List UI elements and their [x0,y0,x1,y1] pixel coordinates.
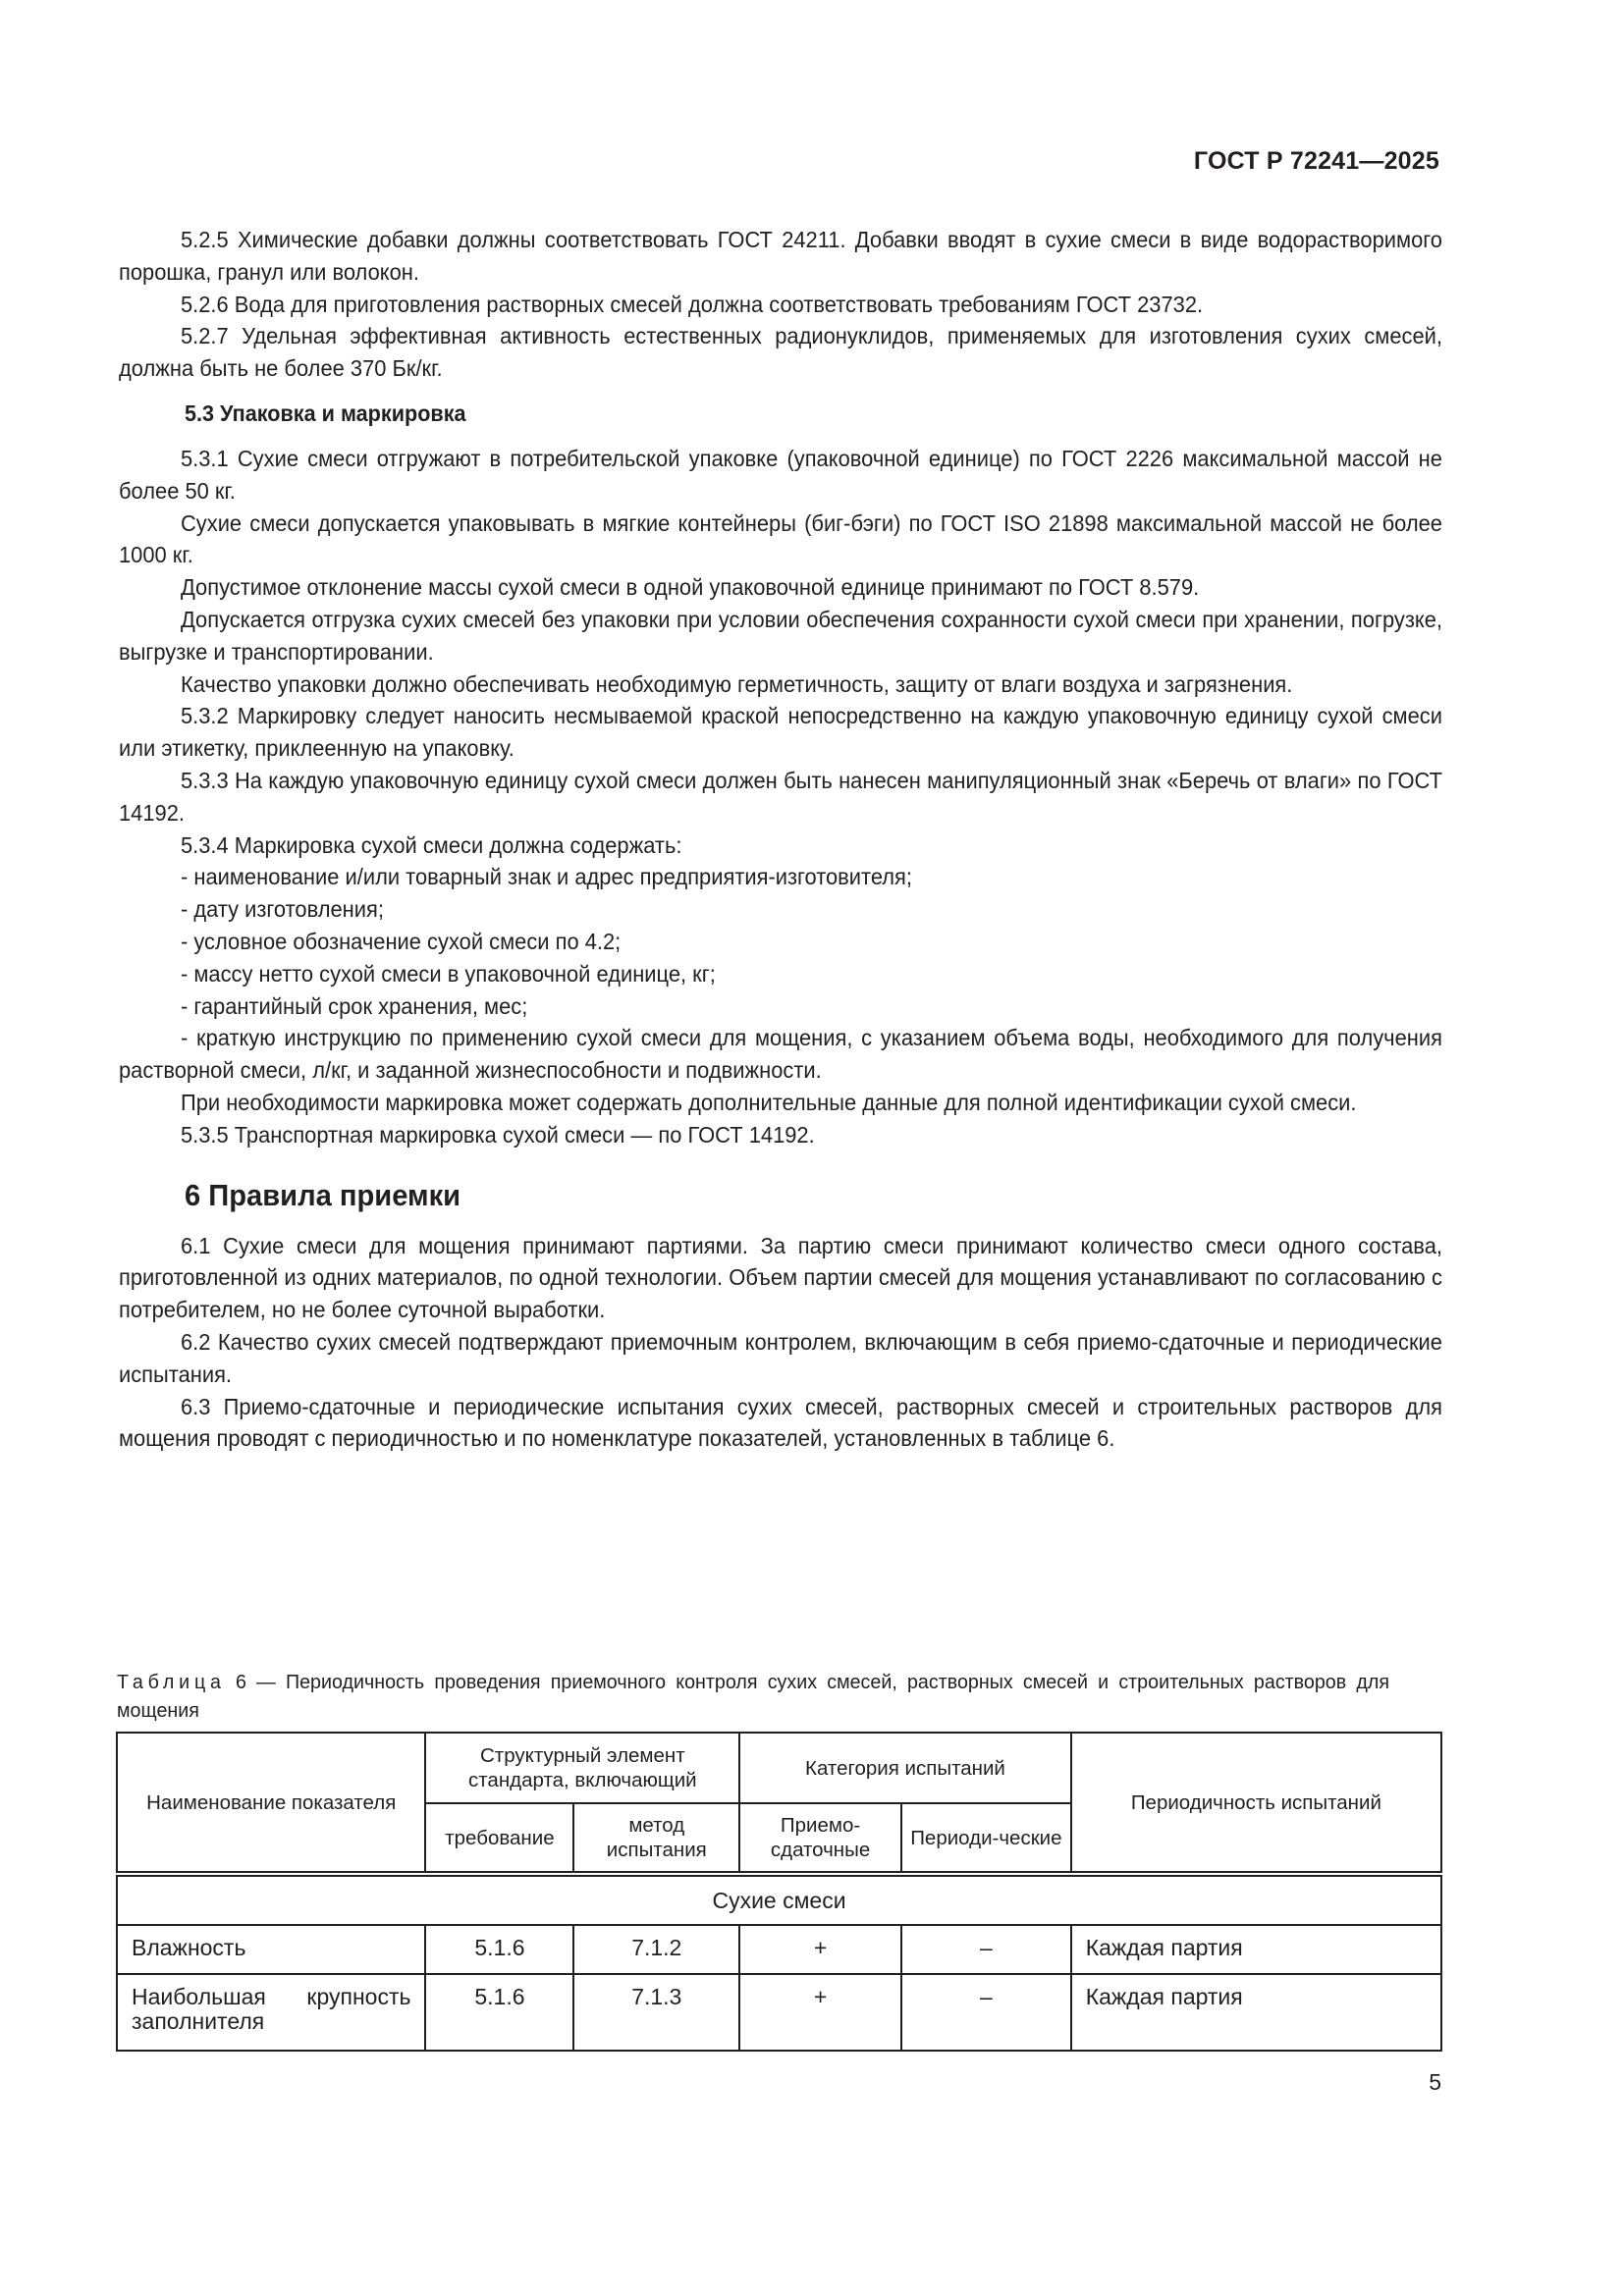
paragraph: При необходимости маркировка может содержать дополнительные данные для полной идентификации сухой смеси. [180,1089,1357,1115]
document-id-header: ГОСТ Р 72241—2025 [1193,147,1439,175]
cell-requirement: 5.1.6 [425,1974,573,2051]
header-method: метод испытания [573,1803,739,1874]
list-item: - гарантийный срок хранения, мес; [180,992,528,1019]
paragraph-5-3-1: 5.3.1 Сухие смеси отгружают в потребительской упаковке (упаковочной единице) по ГОСТ 2226 максимальной массой не более 50 кг. [119,445,1442,504]
cell-frequency: Каждая партия [1071,1925,1441,1974]
list-item: - условное обозначение сухой смеси по 4.2; [180,928,622,954]
cell-method: 7.1.2 [573,1925,739,1974]
list-item: - наименование и/или товарный знак и адрес предприятия-изготовителя; [180,864,913,890]
cell-frequency: Каждая партия [1071,1974,1441,2051]
paragraph-5-3-5: 5.3.5 Транспортная маркировка сухой смеси — по ГОСТ 14192. [180,1121,815,1148]
table-row [117,1974,1441,2051]
paragraph: Допускается отгрузка сухих смесей без упаковки при условии обеспечения сохранности сухой смеси при хранении, погрузке, выгрузке и транспортировании. [119,606,1442,665]
header-structural-element: Структурный элемент стандарта, включающий [425,1733,739,1803]
header-periodic: Периоди-ческие [901,1803,1071,1874]
header-acceptance: Приемо-сдаточные [739,1803,901,1874]
cell-periodic: – [901,1974,1071,2051]
paragraph-5-2-6: 5.2.6 Вода для приготовления растворных смесей должна соответствовать требованиям ГОСТ 23732. [180,291,1204,317]
cell-periodic: – [901,1925,1071,1974]
table-row [117,1925,1441,1974]
paragraph: Качество упаковки должно обеспечивать необходимую герметичность, защиту от влаги воздуха и загрязнения. [180,670,1293,697]
paragraph-6-3: 6.3 Приемо-сдаточные и периодические испытания сухих смесей, растворных смесей и строительных растворов для мощения проводят с периодичностью и по номенклатуре показателей, установленных в таблице 6. [119,1393,1442,1452]
paragraph-5-2-5: 5.2.5 Химические добавки должны соответствовать ГОСТ 24211. Добавки вводят в сухие смеси в виде водорастворимого порошка, гранул или волокон. [119,227,1442,285]
cell-acceptance: + [739,1925,901,1974]
paragraph: Сухие смеси допускается упаковывать в мягкие контейнеры (биг-бэги) по ГОСТ ISO 21898 максимальной массой не более 1000 кг. [119,509,1442,568]
header-frequency: Периодичность испытаний [1071,1733,1441,1874]
header-name: Наименование показателя [117,1733,425,1874]
table-6 [116,1732,1442,2052]
table-caption-label: Таблица [117,1671,226,1693]
paragraph-5-3-4: 5.3.4 Маркировка сухой смеси должна содержать: [180,831,682,858]
list-item: - дату изготовления; [180,896,384,923]
table-caption [117,1668,1389,1725]
paragraph-6-2: 6.2 Качество сухих смесей подтверждают приемочным контролем, включающим в себя приемо-сдаточные и периодические испытания. [119,1328,1442,1387]
paragraph-6-1: 6.1 Сухие смеси для мощения принимают партиями. За партию смеси принимают количество смеси одного состава, приготовленной из одних материалов, по одной технологии. Объем партии смесей для мощения устанавливают по согласованию с потребителем, но не более суточной выработки. [119,1232,1442,1323]
document-body [119,224,1442,1455]
paragraph-5-2-7: 5.2.7 Удельная эффективная активность естественных радионуклидов, применяемых для изготовления сухих смесей, должна быть не более 370 Бк/кг. [119,323,1442,382]
list-item: - массу нетто сухой смеси в упаковочной единице, кг; [180,960,716,987]
group-row-dry-mixes: Сухие смеси [117,1874,1441,1925]
section-heading-6: 6 Правила приемки [185,1177,461,1212]
table-caption-text: 6 — Периодичность проведения приемочного контроля сухих смесей, растворных смесей и строительных растворов для мощения [117,1671,1389,1722]
header-requirement: требование [425,1803,573,1874]
cell-name: Наибольшая крупность заполнителя [117,1974,425,2051]
paragraph: Допустимое отклонение массы сухой смеси в одной упаковочной единице принимают по ГОСТ 8.579. [180,574,1200,601]
section-heading-5-3: 5.3 Упаковка и маркировка [185,400,466,426]
page-number: 5 [1429,2069,1441,2095]
header-test-category: Категория испытаний [739,1733,1071,1803]
list-item: - краткую инструкцию по применению сухой смеси для мощения, с указанием объема воды, необходимого для получения растворной смеси, л/кг, и заданной жизнеспособности и подвижности. [119,1025,1442,1084]
paragraph-5-3-3: 5.3.3 На каждую упаковочную единицу сухой смеси должен быть нанесен манипуляционный знак «Беречь от влаги» по ГОСТ 14192. [119,767,1442,826]
cell-method: 7.1.3 [573,1974,739,2051]
cell-name: Влажность [117,1925,425,1974]
paragraph-5-3-2: 5.3.2 Маркировку следует наносить несмываемой краской непосредственно на каждую упаковочную единицу сухой смеси или этикетку, приклеенную на упаковку. [119,703,1442,762]
cell-requirement: 5.1.6 [425,1925,573,1974]
cell-acceptance: + [739,1974,901,2051]
